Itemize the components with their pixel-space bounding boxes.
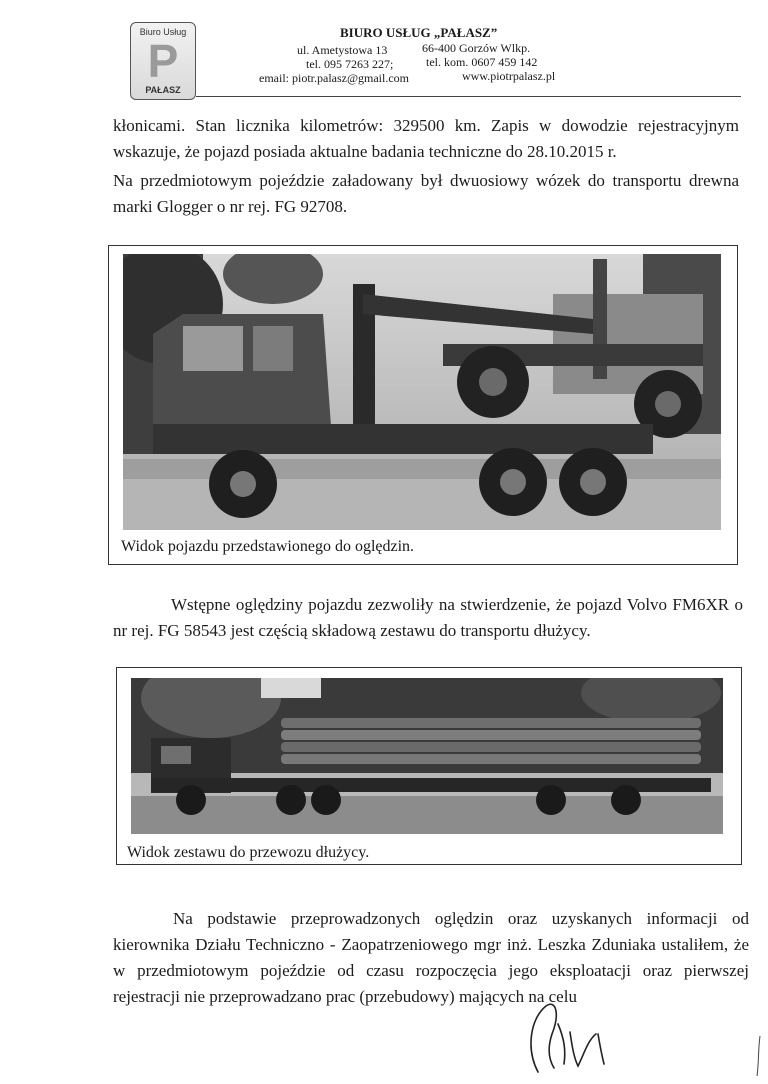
company-logo bbox=[130, 22, 196, 100]
logo-bottom-text: PAŁASZ bbox=[145, 85, 181, 95]
log-transport-photo bbox=[131, 678, 723, 834]
paragraph-trailer: Na przedmiotowym pojeździe załadowany był dwuosiowy wózek do transportu drewna marki Glogger o nr rej. FG 92708. bbox=[113, 171, 739, 216]
paragraph-conclusion: Na podstawie przeprowadzonych oględzin oraz uzyskanych informacji od kierownika Działu Techniczno - Zaopatrzeniowego mgr inż. Leszka Zduniaka ustaliłem, że w przedmiotowym pojeździe od czasu rozpoczęcia jego eksploatacji oraz pierwszej rejestracji nie przeprowadzano prac (przebudowy) mających na celu bbox=[113, 909, 749, 1006]
figure-log-transport bbox=[116, 667, 742, 865]
caption-vehicle: Widok pojazdu przedstawionego do oględzin. bbox=[121, 538, 415, 555]
logo-top-text: Biuro Usług bbox=[139, 27, 187, 37]
company-email: email: piotr.palasz@gmail.com bbox=[259, 71, 410, 85]
company-phone: tel. 095 7263 227; bbox=[306, 57, 394, 71]
handwritten-signature bbox=[508, 994, 628, 1074]
company-street: ul. Ametystowa 13 bbox=[297, 43, 388, 57]
vehicle-photo bbox=[123, 254, 721, 530]
caption-log-transport: Widok zestawu do przewozu dłużycy. bbox=[127, 844, 370, 861]
company-website: www.piotrpalasz.pl bbox=[462, 69, 556, 83]
margin-mark bbox=[756, 1036, 762, 1076]
header-divider bbox=[196, 96, 741, 97]
company-city: 66-400 Gorzów Wlkp. bbox=[422, 41, 531, 55]
company-name: BIURO USŁUG „PAŁASZ” bbox=[340, 25, 498, 40]
paragraph-odometer: kłonicami. Stan licznika kilometrów: 329500 km. Zapis w dowodzie rejestracyjnym wskazuje, że pojazd posiada aktualne badania techniczne do 28.10.2015 r. bbox=[113, 116, 739, 161]
company-mobile: tel. kom. 0607 459 142 bbox=[426, 55, 538, 69]
logo-letter: P bbox=[147, 35, 179, 87]
paragraph-inspection: Wstępne oględziny pojazdu zezwoliły na stwierdzenie, że pojazd Volvo FM6XR o nr rej. FG 58543 jest częścią składową zestawu do transportu dłużycy. bbox=[113, 595, 743, 640]
figure-vehicle bbox=[108, 245, 738, 565]
